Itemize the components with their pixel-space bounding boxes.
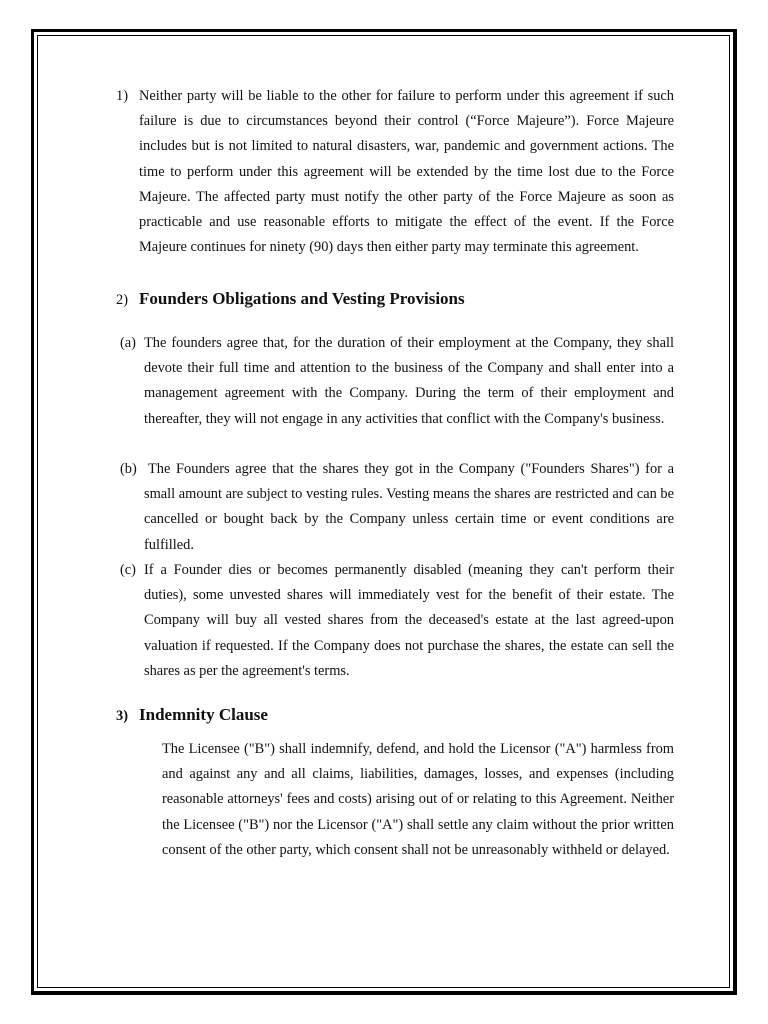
section-2-number: 2) (116, 292, 128, 308)
item-b-paragraph: The Founders agree that the shares they got in the Company ("Founders Shares") for a small amount are subject to vesting rules. Vesting means the shares are restricted and can be cancelled or bought back by the Company unless certain time or event conditions are fulfilled. (144, 461, 674, 553)
item-c-paragraph: If a Founder dies or becomes permanently disabled (meaning they can't perform their duties), some unvested shares will immediately vest for the benefit of their estate. The Company will buy all vested shares from the deceased's estate at the last agreed-upon valuation if requested. If the Company does not purchase the shares, the estate can sell the shares as per the agreement's terms. (144, 562, 674, 679)
item-a-label: (a) (120, 335, 136, 351)
section-3-heading: Indemnity Clause (139, 705, 268, 724)
item-a-paragraph: The founders agree that, for the duration of their employment at the Company, they shall devote their full time and attention to the business of the Company and shall enter into a management agreement with the Company. During the term of their employment and thereafter, they will not engage in any activities that conflict with the Company's business. (144, 335, 674, 427)
section-3-number: 3) (116, 708, 128, 724)
section-2-heading: Founders Obligations and Vesting Provisions (139, 289, 465, 308)
item-b-label: (b) (120, 461, 137, 477)
section-3-paragraph: The Licensee ("B") shall indemnify, defend, and hold the Licensor ("A") harmless from and against any and all claims, liabilities, damages, losses, and expenses (including reasonable attorneys' fees and costs) arising out of or relating to this Agreement. Neither the Licensee ("B") nor the Licensor ("A") shall settle any claim without the prior written consent of the other party, which consent shall not be unreasonably withheld or delayed. (162, 741, 674, 858)
section-1-number: 1) (116, 88, 128, 104)
item-c-label: (c) (120, 562, 136, 578)
section-1-paragraph: Neither party will be liable to the other for failure to perform under this agreement if such failure is due to circumstances beyond their control (“Force Majeure”). Force Majeure includes but is not limited to natural disasters, war, pandemic and government actions. The time to perform under this agreement will be extended by the time lost due to the Force Majeure. The affected party must notify the other party of the Force Majeure as soon as practicable and use reasonable efforts to mitigate the effect of the event. If the Force Majeure continues for ninety (90) days then either party may terminate this agreement. (139, 88, 674, 256)
